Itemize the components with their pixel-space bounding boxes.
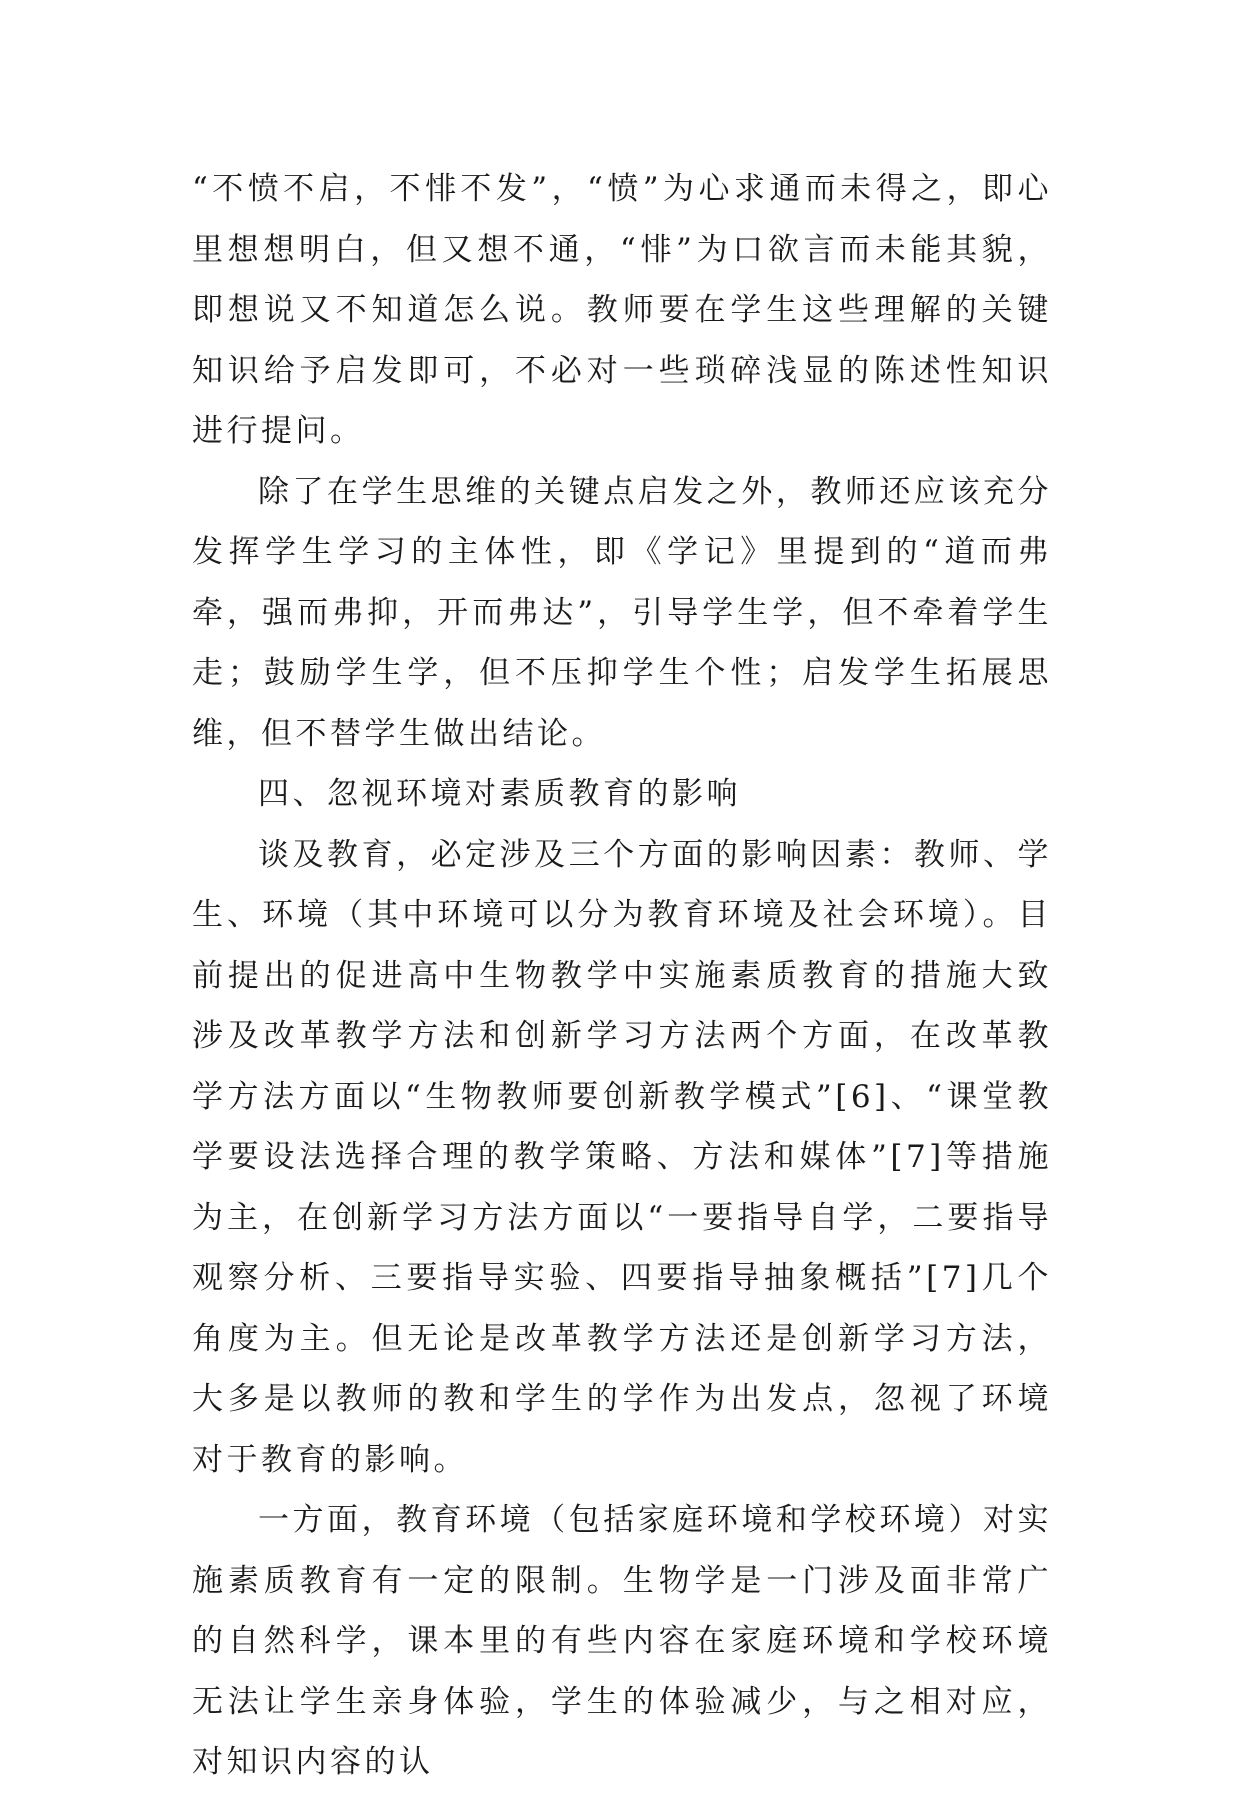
paragraph-3: 谈及教育，必定涉及三个方面的影响因素：教师、学生、环境（其中环境可以分为教育环境及社会环境）。目前提出的促进高中生物教学中实施素质教育的措施大致涉及改革教学方法和创新学习方法两个方面，在改革教学方法方面以“生物教师要创新教学模式”[6]、“课堂教学要设法选择合理的教学策略、方法和媒体”[7]等措施为主，在创新学习方法方面以“一要指导自学，二要指导观察分析、三要指导实验、四要指导抽象概括”[7]几个角度为主。但无论是改革教学方法还是创新学习方法，大多是以教师的教和学生的学作为出发点，忽视了环境对于教育的影响。 — [192, 836, 1052, 1478]
paragraph-4: 一方面，教育环境（包括家庭环境和学校环境）对实施素质教育有一定的限制。生物学是一门涉及面非常广的自然科学，课本里的有些内容在家庭环境和学校环境无法让学生亲身体验，学生的体验减少，与之相对应，对知识内容的认 — [192, 1502, 1052, 1780]
section-heading: 四、忽视环境对素质教育的影响 — [258, 776, 741, 812]
document-page — [192, 159, 1052, 1793]
paragraph-1: “不愤不启，不悱不发”，“愤”为心求通而未得之，即心里想想明白，但又想不通，“悱”为口欲言而未能其貌，即想说又不知道怎么说。教师要在学生这些理解的关键知识给予启发即可，不必对一些琐碎浅显的陈述性知识进行提问。 — [192, 171, 1052, 449]
paragraph-2: 除了在学生思维的关键点启发之外，教师还应该充分发挥学生学习的主体性，即《学记》里提到的“道而弗牵，强而弗抑，开而弗达”，引导学生学，但不牵着学生走；鼓励学生学，但不压抑学生个性；启发学生拓展思维，但不替学生做出结论。 — [192, 473, 1052, 752]
